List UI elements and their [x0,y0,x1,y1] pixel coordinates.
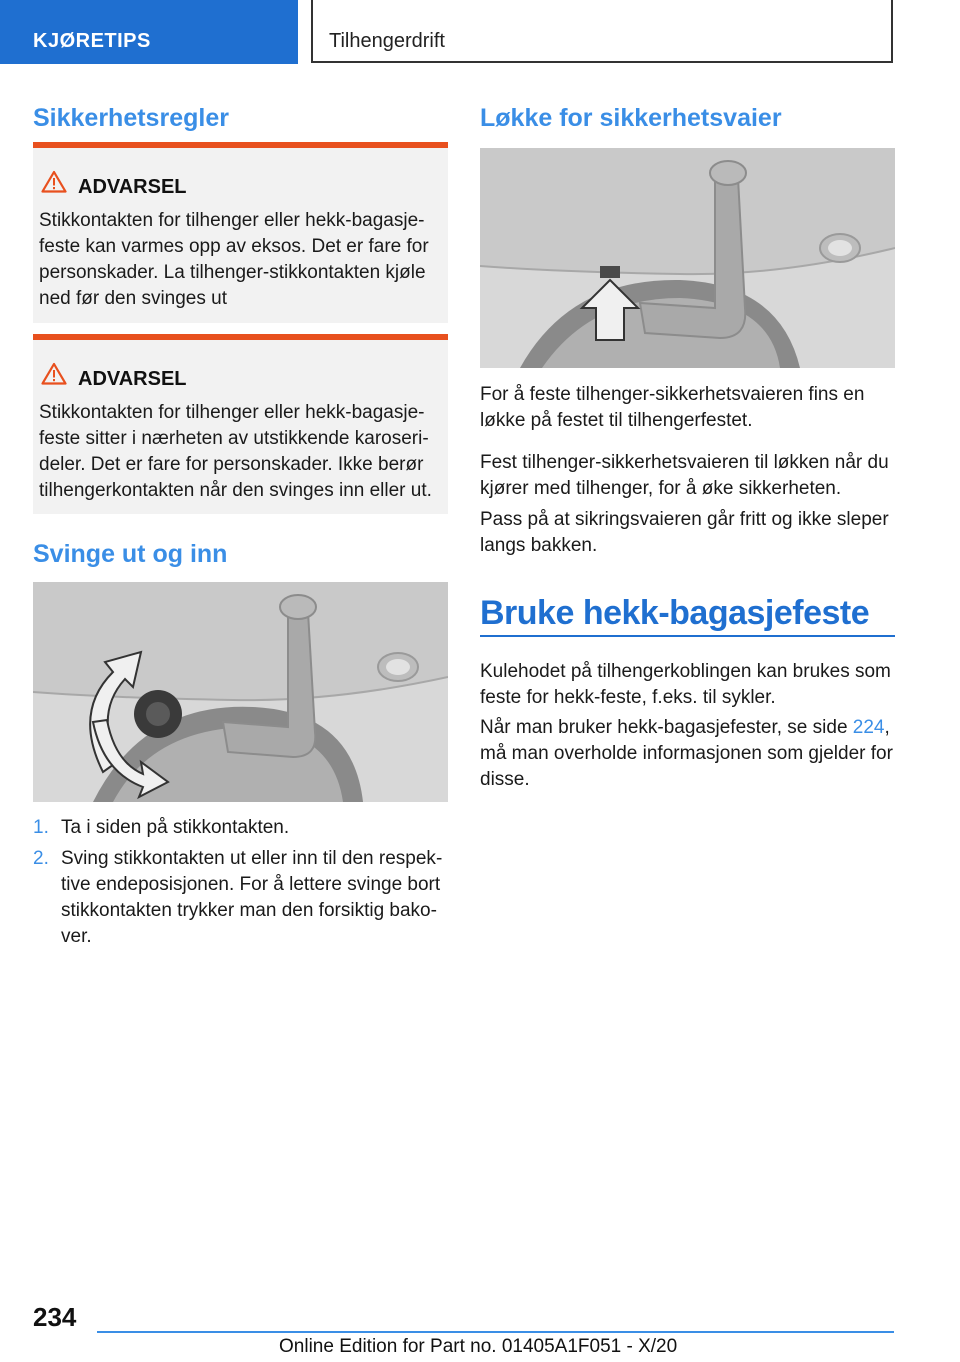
chapter-title: Tilhengerdrift [329,30,445,52]
header-chapter-box [311,0,893,63]
loop-paragraph-2: Fest tilhenger-sikkerhetsvaieren til løkken når du kjører med tilhenger, for å øke sikkerheten. [480,452,889,499]
safety-rules-heading: Sikkerhetsregler [33,104,229,132]
warning-text: Stikkontakten for tilhenger eller hekk-bagasjefeste sitter i nærheten av utstikkende karoserideler. Det er fare for personskader. Ikke berør tilhengerkontakten når den svinges inn eller ut. [39,402,432,501]
tow-hook-swing-drawing [33,582,448,802]
rack-p2-comma: , [884,717,890,738]
heading-rule [480,635,895,637]
safety-loop-drawing [480,148,895,368]
warning-triangle-icon [41,362,67,385]
loop-paragraph-1: For å feste tilhenger-sikkerhetsvaieren fins en løkke på festet til tilhengerfestet. [480,384,865,431]
list-number: 2. [33,848,49,869]
section-tab-label: KJØRETIPS [33,30,151,52]
page-number: 234 [33,1302,77,1332]
warning-text: Stikkontakten for tilhenger eller hekk-bagasjefeste kan varmes opp av eksos. Det er fare for personskader. La tilhenger-stikkontakten kjøle ned før den svinges ut [39,210,429,309]
warning-box-1 [33,142,448,323]
warning-box-2 [33,334,448,514]
list-text: Ta i siden på stikkontakten. [61,817,290,838]
rack-paragraph-1: Kulehodet på tilhengerkoblingen kan brukes som feste for hekk-feste, f.eks. til sykler. [480,661,891,708]
warning-label: ADVARSEL [78,176,187,198]
safety-loop-heading: Løkke for sikkerhetsvaier [480,104,782,132]
warning-label: ADVARSEL [78,368,187,390]
list-text: Sving stikkontakten ut eller inn til den respektive endeposisjonen. For å lettere svinge bort stikkontakten trykker man den forsiktig bakover. [61,848,443,947]
footer-edition: Online Edition for Part no. 01405A1F051 - X/20 [279,1336,678,1357]
header-section-tab [0,0,298,64]
footer-rule [97,1331,894,1333]
list-number: 1. [33,817,49,838]
rack-p2-rest: må man overholde informasjonen som gjelder for disse. [480,743,893,790]
safety-loop-illustration [480,148,895,368]
rack-paragraph-2 [480,715,895,793]
rack-heading: Bruke hekk-bagasjefeste [480,594,870,632]
tow-socket-swing-illustration [33,582,448,802]
loop-paragraph-3: Pass på at sikringsvaieren går fritt og ikke sleper langs bakken. [480,509,889,556]
page-link-224[interactable]: 224 [852,717,885,738]
warning-triangle-icon [41,170,67,193]
rack-p2-text: Når man bruker hekk-bagasjefester, se side [480,717,853,738]
swing-heading: Svinge ut og inn [33,540,228,568]
